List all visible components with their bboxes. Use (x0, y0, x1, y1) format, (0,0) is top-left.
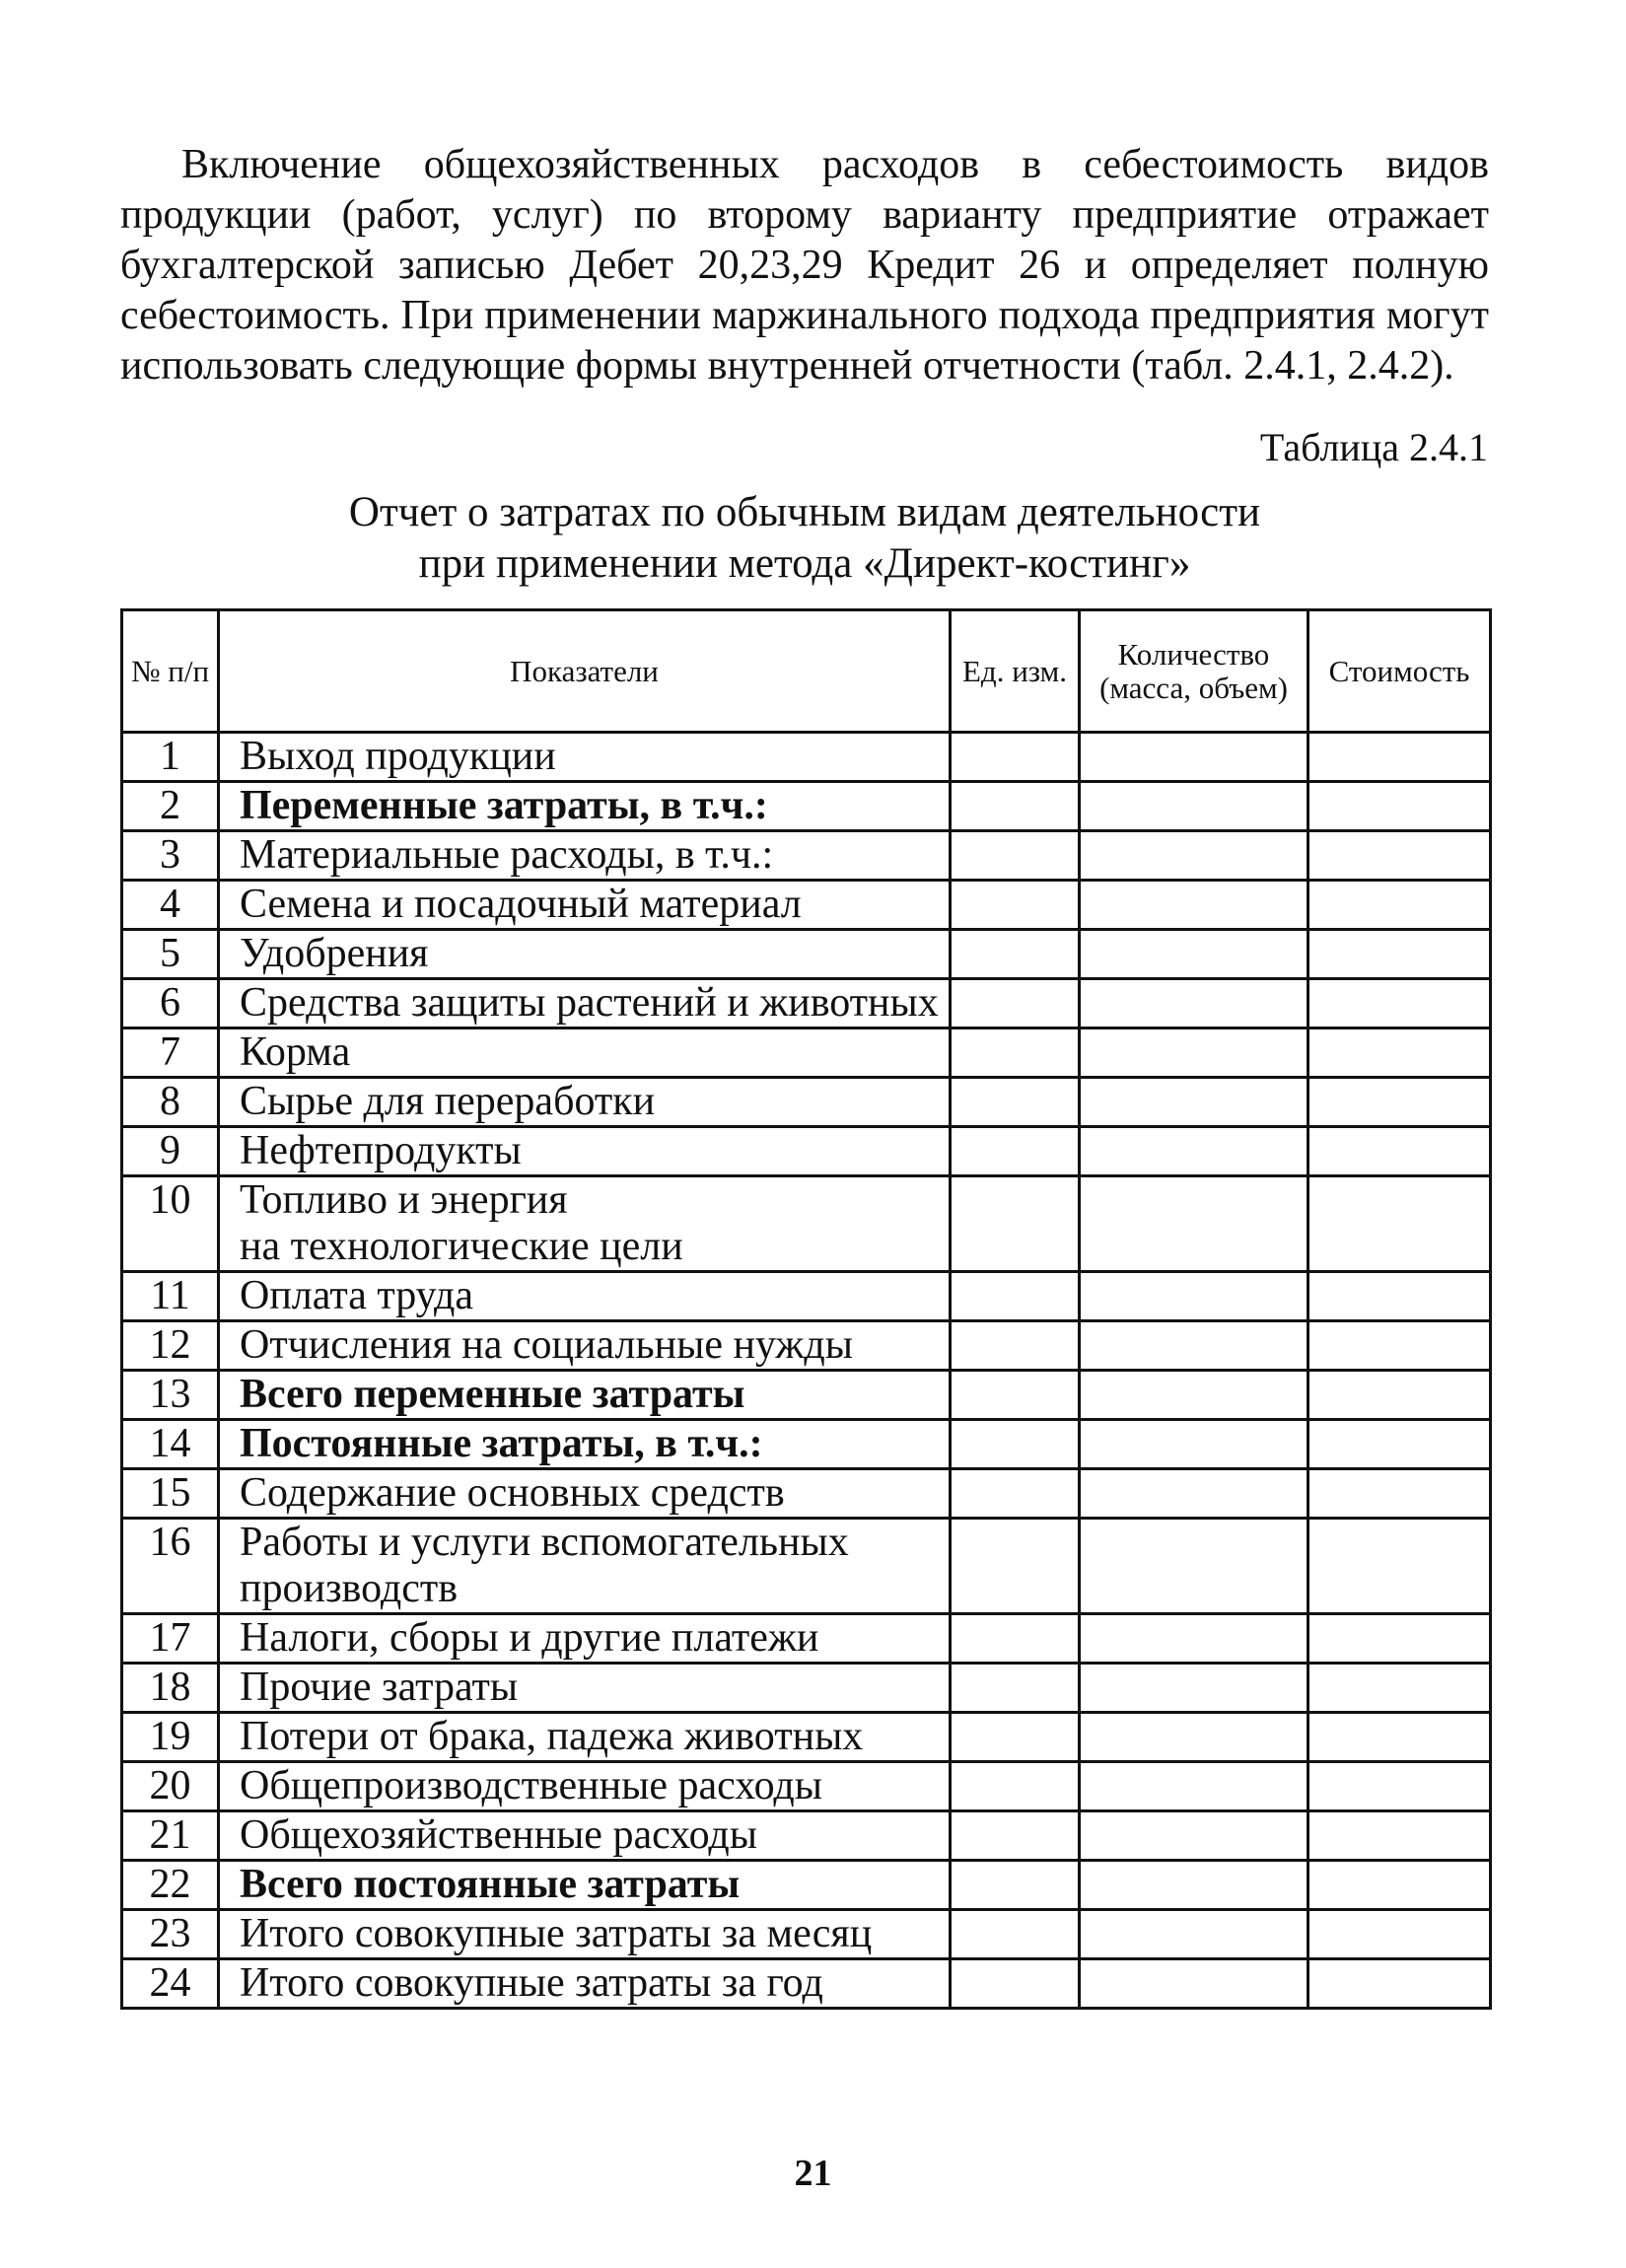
cost-report-table (120, 608, 1492, 2010)
table-row (122, 1664, 1491, 1713)
unit-cell (951, 1811, 1080, 1861)
row-number: 14 (122, 1420, 219, 1469)
table-row (122, 1272, 1491, 1321)
table-row (122, 1321, 1491, 1371)
row-indicator: Итого совокупные затраты за год (219, 1959, 951, 2009)
table-header-row (122, 610, 1491, 733)
quantity-cell (1080, 1127, 1308, 1176)
row-number: 9 (122, 1127, 219, 1176)
unit-cell (951, 979, 1080, 1028)
row-indicator: Нефтепродукты (219, 1127, 951, 1176)
row-indicator: Налоги, сборы и другие платежи (219, 1614, 951, 1664)
page-number: 21 (794, 2153, 832, 2194)
row-number: 19 (122, 1713, 219, 1762)
quantity-cell (1080, 1519, 1308, 1614)
table-row (122, 1176, 1491, 1272)
row-indicator: Общехозяйственные расходы (219, 1811, 951, 1861)
row-indicator: Оплата труда (219, 1272, 951, 1321)
unit-cell (951, 1321, 1080, 1371)
quantity-cell (1080, 1861, 1308, 1910)
table-number-label: Таблица 2.4.1 (1259, 425, 1488, 469)
unit-cell (951, 733, 1080, 782)
unit-cell (951, 1959, 1080, 2009)
cost-cell (1308, 782, 1491, 831)
table-row (122, 881, 1491, 930)
row-indicator: Корма (219, 1028, 951, 1078)
row-number: 22 (122, 1861, 219, 1910)
table-row (122, 979, 1491, 1028)
quantity-cell (1080, 1469, 1308, 1519)
quantity-cell (1080, 1371, 1308, 1420)
unit-cell (951, 930, 1080, 979)
row-indicator: Сырье для переработки (219, 1078, 951, 1127)
cost-cell (1308, 1272, 1491, 1321)
row-indicator: Отчисления на социальные нужды (219, 1321, 951, 1371)
row-number: 11 (122, 1272, 219, 1321)
cost-cell (1308, 930, 1491, 979)
table-row (122, 1959, 1491, 2009)
quantity-cell (1080, 979, 1308, 1028)
cost-cell (1308, 1811, 1491, 1861)
row-indicator: Итого совокупные затраты за месяц (219, 1910, 951, 1959)
unit-cell (951, 1028, 1080, 1078)
table-row (122, 930, 1491, 979)
table-row (122, 831, 1491, 881)
row-number: 10 (122, 1176, 219, 1272)
row-indicator: Прочие затраты (219, 1664, 951, 1713)
quantity-cell (1080, 1713, 1308, 1762)
header-indicator: Показатели (219, 610, 951, 733)
body-paragraph: Включение общехозяйственных расходов в себестоимость видов продукции (работ, услуг) по второму варианту предприятие отражает бухгалтерской записью Дебет 20,23,29 Кредит 26 и определяет полную себестоимость. При применении маржинального подхода предприятия могут использовать следующие формы внутренней отчетности (табл. 2.4.1, 2.4.2). (120, 142, 1489, 389)
row-indicator: Материальные расходы, в т.ч.: (219, 831, 951, 881)
unit-cell (951, 1469, 1080, 1519)
unit-cell (951, 1861, 1080, 1910)
unit-cell (951, 782, 1080, 831)
table-row (122, 1762, 1491, 1811)
row-indicator: Потери от брака, падежа животных (219, 1713, 951, 1762)
quantity-cell (1080, 782, 1308, 831)
quantity-cell (1080, 1420, 1308, 1469)
row-indicator: Работы и услуги вспомогательных производств (219, 1519, 951, 1614)
unit-cell (951, 1176, 1080, 1272)
quantity-cell (1080, 1762, 1308, 1811)
cost-cell (1308, 1078, 1491, 1127)
cost-cell (1308, 1959, 1491, 2009)
table-row (122, 1078, 1491, 1127)
table-row (122, 733, 1491, 782)
row-indicator: Топливо и энергия на технологические цели (219, 1176, 951, 1272)
quantity-cell (1080, 1959, 1308, 2009)
row-number: 17 (122, 1614, 219, 1664)
quantity-cell (1080, 831, 1308, 881)
row-number: 21 (122, 1811, 219, 1861)
row-indicator: Удобрения (219, 930, 951, 979)
row-indicator: Средства защиты растений и животных (219, 979, 951, 1028)
unit-cell (951, 1420, 1080, 1469)
cost-cell (1308, 1176, 1491, 1272)
row-number: 5 (122, 930, 219, 979)
table-caption-line-1: Отчет о затратах по обычным видам деятельности (348, 489, 1261, 535)
cost-cell (1308, 1519, 1491, 1614)
quantity-cell (1080, 1272, 1308, 1321)
table-row (122, 1811, 1491, 1861)
unit-cell (951, 1664, 1080, 1713)
cost-cell (1308, 1861, 1491, 1910)
table-row (122, 1420, 1491, 1469)
row-indicator: Всего постоянные затраты (219, 1861, 951, 1910)
cost-cell (1308, 1321, 1491, 1371)
unit-cell (951, 1910, 1080, 1959)
row-indicator: Постоянные затраты, в т.ч.: (219, 1420, 951, 1469)
cost-cell (1308, 1664, 1491, 1713)
table-body (122, 733, 1491, 2009)
cost-cell (1308, 1127, 1491, 1176)
row-number: 23 (122, 1910, 219, 1959)
quantity-cell (1080, 1664, 1308, 1713)
unit-cell (951, 1762, 1080, 1811)
row-number: 3 (122, 831, 219, 881)
row-number: 18 (122, 1664, 219, 1713)
table-caption (120, 487, 1489, 590)
row-number: 4 (122, 881, 219, 930)
table-row (122, 1371, 1491, 1420)
cost-cell (1308, 1420, 1491, 1469)
row-number: 24 (122, 1959, 219, 2009)
quantity-cell (1080, 1321, 1308, 1371)
row-number: 7 (122, 1028, 219, 1078)
unit-cell (951, 1614, 1080, 1664)
quantity-cell (1080, 1910, 1308, 1959)
cost-cell (1308, 1762, 1491, 1811)
table-row (122, 782, 1491, 831)
table-row (122, 1028, 1491, 1078)
row-number: 13 (122, 1371, 219, 1420)
cost-cell (1308, 1713, 1491, 1762)
cost-cell (1308, 1469, 1491, 1519)
row-number: 8 (122, 1078, 219, 1127)
row-number: 15 (122, 1469, 219, 1519)
unit-cell (951, 881, 1080, 930)
header-quantity: Количество (масса, объем) (1080, 610, 1308, 733)
unit-cell (951, 831, 1080, 881)
table-row (122, 1519, 1491, 1614)
quantity-cell (1080, 1614, 1308, 1664)
cost-cell (1308, 1028, 1491, 1078)
row-number: 12 (122, 1321, 219, 1371)
unit-cell (951, 1371, 1080, 1420)
quantity-cell (1080, 1028, 1308, 1078)
row-number: 1 (122, 733, 219, 782)
row-indicator: Семена и посадочный материал (219, 881, 951, 930)
header-unit: Ед. изм. (951, 610, 1080, 733)
quantity-cell (1080, 1176, 1308, 1272)
table-row (122, 1614, 1491, 1664)
quantity-cell (1080, 1078, 1308, 1127)
unit-cell (951, 1078, 1080, 1127)
row-number: 6 (122, 979, 219, 1028)
row-indicator: Общепроизводственные расходы (219, 1762, 951, 1811)
unit-cell (951, 1272, 1080, 1321)
cost-cell (1308, 881, 1491, 930)
quantity-cell (1080, 733, 1308, 782)
quantity-cell (1080, 1811, 1308, 1861)
unit-cell (951, 1713, 1080, 1762)
row-indicator: Всего переменные затраты (219, 1371, 951, 1420)
table-caption-line-2: при применении метода «Директ-костинг» (418, 540, 1191, 587)
header-cost: Стоимость (1308, 610, 1491, 733)
cost-cell (1308, 1910, 1491, 1959)
unit-cell (951, 1519, 1080, 1614)
row-indicator: Содержание основных средств (219, 1469, 951, 1519)
row-indicator: Переменные затраты, в т.ч.: (219, 782, 951, 831)
quantity-cell (1080, 930, 1308, 979)
cost-cell (1308, 1371, 1491, 1420)
table-row (122, 1127, 1491, 1176)
cost-cell (1308, 979, 1491, 1028)
row-number: 20 (122, 1762, 219, 1811)
table-row (122, 1713, 1491, 1762)
header-num: № п/п (122, 610, 219, 733)
cost-cell (1308, 831, 1491, 881)
table-row (122, 1861, 1491, 1910)
unit-cell (951, 1127, 1080, 1176)
row-number: 16 (122, 1519, 219, 1614)
cost-cell (1308, 1614, 1491, 1664)
quantity-cell (1080, 881, 1308, 930)
row-number: 2 (122, 782, 219, 831)
cost-cell (1308, 733, 1491, 782)
table-row (122, 1469, 1491, 1519)
table-row (122, 1910, 1491, 1959)
row-indicator: Выход продукции (219, 733, 951, 782)
